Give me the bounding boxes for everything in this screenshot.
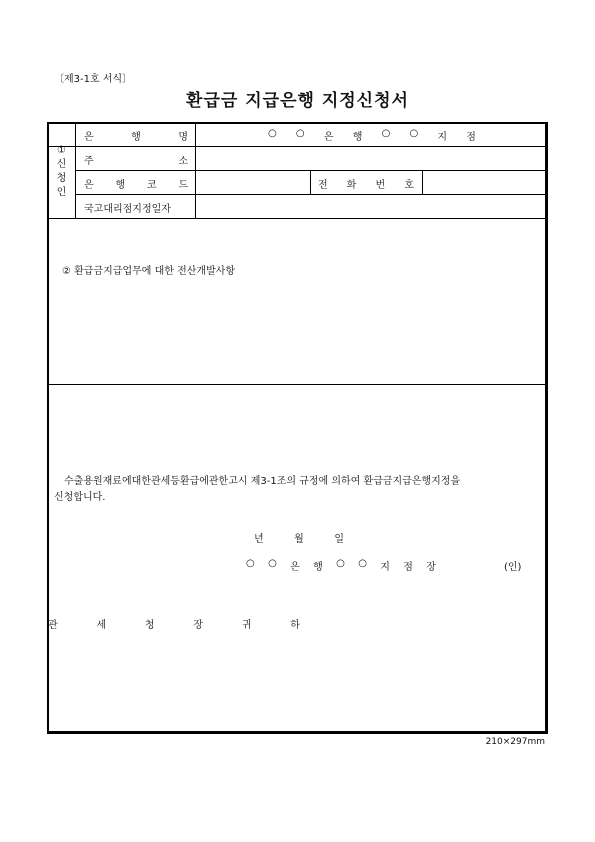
statement-line-2: 신청합니다. (54, 492, 106, 503)
applicant-side-label: ① 신 청 인 (56, 145, 67, 198)
agency-date-field[interactable] (197, 195, 545, 217)
phone-field[interactable] (424, 171, 545, 193)
col-divider (422, 170, 423, 194)
phone-label: 전 화 번 호 (318, 180, 414, 191)
col-divider (75, 124, 76, 218)
bank-code-field[interactable] (197, 171, 309, 193)
signer-line: ○ ○ 은 행 ○ ○ 지 점 장 (246, 558, 436, 573)
statement-line-1: 수출용원재료에대한관세등환급에관한고시 제3-1조의 규정에 의하여 환급금지급은행지정을 (64, 476, 461, 487)
address-label: 주 소 (84, 156, 188, 167)
it-development-field[interactable] (49, 280, 545, 380)
it-development-heading: ② 환급금지급업무에 대한 전산개발사항 (62, 266, 236, 277)
address-field[interactable] (197, 147, 545, 169)
seal-mark[interactable]: (인) (504, 562, 522, 573)
recipient-line: 관 세 청 장 귀 하 (48, 620, 300, 631)
row-divider (47, 218, 547, 219)
date-line[interactable]: 년 월 일 (254, 534, 344, 545)
form-number-label: 〔제3-1호 서식〕 (54, 74, 133, 85)
bank-code-label: 은 행 코 드 (84, 180, 188, 191)
document-title: 환급금 지급은행 지정신청서 (186, 91, 409, 111)
col-divider (310, 170, 311, 194)
col-divider (195, 124, 196, 218)
section-divider (47, 384, 547, 385)
agency-date-label: 국고대리점지정일자 (84, 204, 171, 215)
bank-name-label: 은 행 명 (84, 132, 188, 143)
paper-size-note: 210×297mm (485, 737, 545, 747)
bank-name-value[interactable]: ○ ○ 은 행 ○ ○ 지 점 (268, 128, 476, 143)
